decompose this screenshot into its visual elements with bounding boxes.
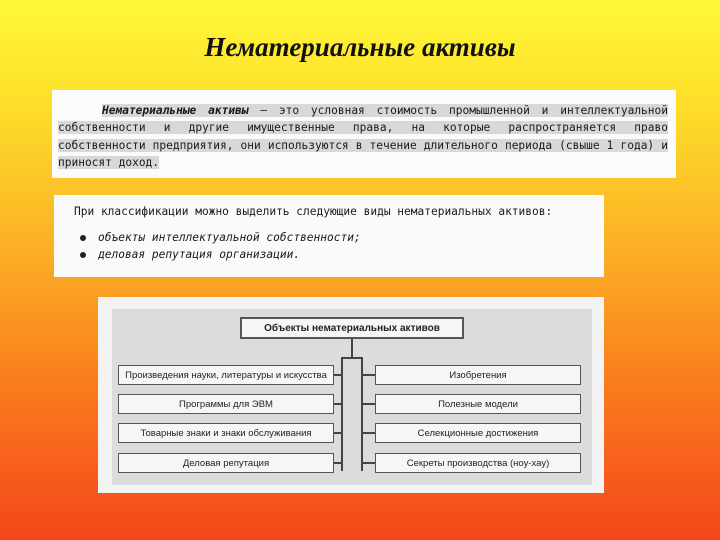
diagram-box <box>98 297 604 493</box>
classification-box <box>54 195 604 277</box>
diagram-node: Селекционные достижения <box>375 423 581 443</box>
classification-lead: При классификации можно выделить следующие виды нематериальных активов: <box>74 205 553 218</box>
list-item-label: объекты интеллектуальной собственности; <box>98 230 361 244</box>
classification-list <box>74 229 594 263</box>
connector-line <box>361 432 375 434</box>
diagram-node: Секреты производства (ноу-хау) <box>375 453 581 473</box>
bullet-icon <box>80 252 86 258</box>
diagram-node: Программы для ЭВМ <box>118 394 334 414</box>
list-item <box>74 246 594 263</box>
list-item-label: деловая репутация организации. <box>98 247 301 261</box>
diagram-root-node: Объекты нематериальных активов <box>240 317 464 339</box>
bullet-icon <box>80 235 86 241</box>
diagram-node: Изобретения <box>375 365 581 385</box>
connector-line <box>334 432 343 434</box>
connector-line <box>334 462 343 464</box>
definition-paragraph <box>58 104 668 169</box>
diagram-node: Произведения науки, литературы и искусства <box>118 365 334 385</box>
intangible-assets-diagram <box>112 309 592 485</box>
diagram-node: Товарные знаки и знаки обслуживания <box>118 423 334 443</box>
connector-line <box>334 374 343 376</box>
diagram-node: Деловая репутация <box>118 453 334 473</box>
connector-line <box>334 403 343 405</box>
connector-line <box>361 374 375 376</box>
slide-title: Нематериальные активы <box>204 32 516 62</box>
list-item <box>74 229 594 246</box>
diagram-node: Полезные модели <box>375 394 581 414</box>
definition-text: – это условная стоимость промышленной и интеллектуальной собственности и другие имущественные права, на которые распространяется право собственности предприятия, они используются в течение длительного периода (свыше 1 года) и приносят доход. <box>58 104 668 170</box>
connector-line <box>361 462 375 464</box>
connector-line <box>341 357 363 359</box>
definition-box <box>52 90 676 178</box>
connector-line <box>351 339 353 357</box>
definition-term: Нематериальные активы <box>102 104 249 117</box>
connector-line <box>361 403 375 405</box>
